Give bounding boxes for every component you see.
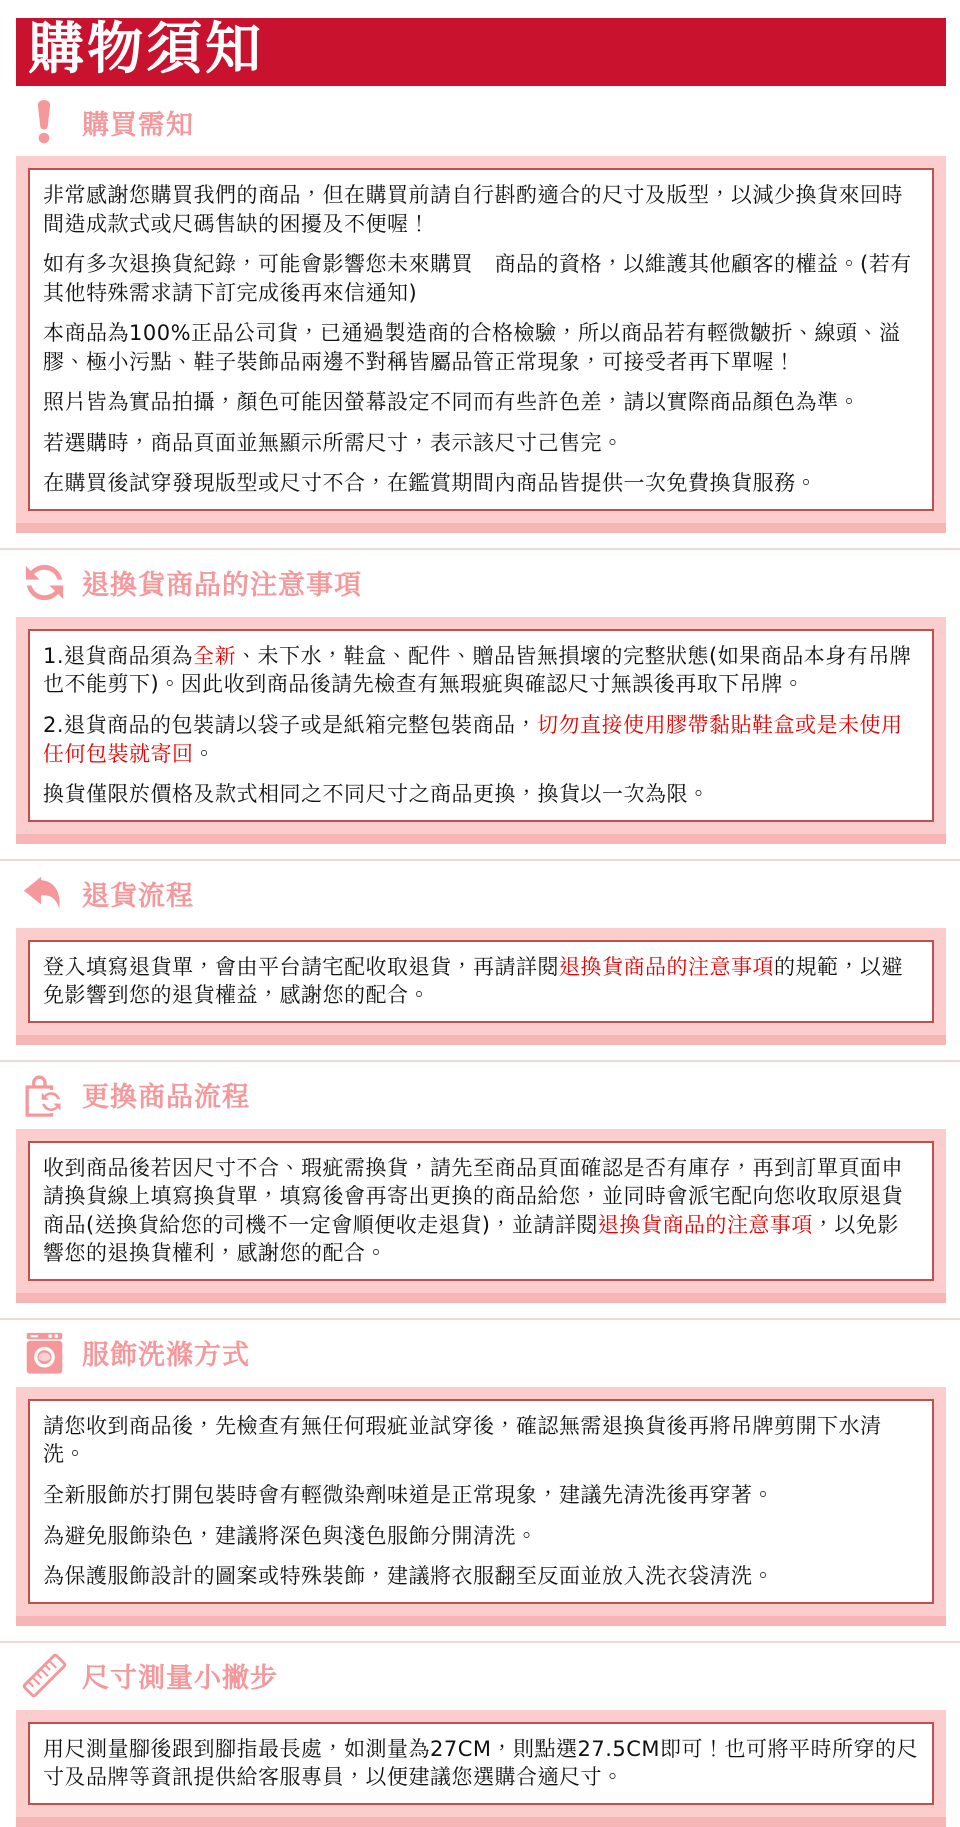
- section-header: [20, 1327, 960, 1379]
- text-run: 換貨僅限於價格及款式相同之不同尺寸之商品更換，換貨以一次為限。: [43, 782, 710, 807]
- text-run: 如有多次退換貨紀錄，可能會影響您未來購買 商品的資格，以維護其他顧客的權益。(若有其他特殊需求請下訂完成後再來信通知): [43, 252, 912, 305]
- highlight-red-text: 退換貨商品的注意事項: [597, 1212, 813, 1237]
- section-divider: [0, 1060, 960, 1062]
- text-run: 為保護服飾設計的圖案或特殊裝飾，建議將衣服翻至反面並放入洗衣袋清洗。: [43, 1564, 774, 1589]
- section-exchange-process: [0, 1060, 960, 1303]
- text-run: 為避免服飾染色，建議將深色與淺色服飾分開清洗。: [43, 1523, 538, 1548]
- highlight-red-text: 全新: [193, 643, 237, 668]
- highlight-red-text: 退換貨商品的注意事項: [559, 954, 774, 979]
- text-run: 在購買後試穿發現版型或尺寸不合，在鑑賞期間內商品皆提供一次免費換貨服務。: [43, 471, 817, 496]
- paragraph: [43, 711, 919, 768]
- text-run: 2.退貨商品的包裝請以袋子或是紙箱完整包裝商品，: [43, 713, 538, 738]
- page-title: 購物須知: [28, 17, 264, 82]
- text-run: 全新服飾於打開包裝時會有輕微染劑味道是正常現象，建議先清洗後再穿著。: [43, 1483, 774, 1508]
- paragraph: [43, 181, 919, 238]
- text-run: 照片皆為實品拍攝，顏色可能因螢幕設定不同而有些許色差，請以實際商品顏色為準。: [43, 390, 860, 415]
- refresh-arrows-icon: [20, 557, 68, 609]
- paragraph: [43, 642, 919, 699]
- highlight-red-text: 切勿直接使用膠帶黏貼鞋盒或是未使用任何包裝就寄回: [43, 713, 903, 766]
- section-text-panel: [28, 168, 934, 511]
- section-content-box: [16, 928, 946, 1045]
- text-run: 請您收到商品後，先檢查有無任何瑕疵並試穿後，確認無需退換貨後再將吊牌剪開下水清洗。: [43, 1413, 882, 1467]
- paragraph: [43, 1522, 919, 1551]
- section-label: 尺寸測量小撇步: [82, 1663, 278, 1695]
- section-text-panel: [28, 1722, 934, 1805]
- section-return-process: [0, 859, 960, 1045]
- text-run: ，以免影響您的退換貨權利，感謝您的配合。: [43, 1212, 899, 1266]
- text-run: 收到商品後若因尺寸不合、瑕疵需換貨，請先至商品頁面確認是否有庫存，再到訂單頁面申請換貨線上填寫換貨單，填寫後會再寄出更換的商品給您，並同時會派宅配向您收取原退貨商品(送換貨給您的司機不一定會順便收走退貨)，並請詳閱: [43, 1155, 903, 1237]
- section-label: 退換貨商品的注意事項: [82, 570, 362, 602]
- paragraph: [43, 1481, 919, 1510]
- text-run: 用尺測量腳後跟到腳指最長處，如測量為27CM，則點選27.5CM即可！也可將平時所穿的尺寸及品牌等資訊提供給客服專員，以便建議您選購合適尺寸。: [43, 1736, 919, 1790]
- section-divider: [0, 859, 960, 861]
- text-run: 。: [193, 741, 215, 766]
- section-divider: [0, 1318, 960, 1320]
- paragraph: [43, 250, 919, 307]
- section-label: 購買需知: [82, 109, 194, 141]
- section-header: [20, 557, 960, 609]
- return-arrow-icon: [20, 868, 68, 920]
- section-header: [20, 868, 960, 920]
- section-text-panel: [28, 940, 934, 1023]
- section-content-box: [16, 1710, 946, 1827]
- paragraph: [43, 1154, 919, 1268]
- section-content-box: [16, 617, 946, 844]
- text-run: 1.退貨商品須為: [43, 643, 194, 668]
- paragraph: [43, 1562, 919, 1591]
- section-divider: [0, 1641, 960, 1643]
- paragraph: [43, 429, 919, 458]
- section-label: 服飾洗滌方式: [82, 1340, 250, 1372]
- section-washing-instructions: [0, 1318, 960, 1626]
- text-run: 登入填寫退貨單，會由平台請宅配收取退貨，再請詳閱: [43, 954, 559, 979]
- bag-exchange-icon: [20, 1069, 68, 1121]
- text-run: 本商品為100%正品公司貨，已通過製造商的合格檢驗，所以商品若有輕微皺折、線頭、溢膠、極小污點、鞋子裝飾品兩邊不對稱皆屬品管正常現象，可接受者再下單喔！: [43, 321, 901, 374]
- paragraph: [43, 1412, 919, 1469]
- section-content-box: [16, 156, 946, 533]
- section-purchase-notice: [0, 96, 960, 533]
- text-run: 的規範，以避免影響到您的退貨權益，感謝您的配合。: [43, 954, 903, 1008]
- section-divider: [0, 548, 960, 550]
- paragraph: [43, 388, 919, 417]
- section-header: [20, 96, 960, 148]
- paragraph: [43, 469, 919, 498]
- text-run: 若選購時，商品頁面並無顯示所需尺寸，表示該尺寸己售完。: [43, 430, 624, 455]
- section-text-panel: [28, 1141, 934, 1281]
- paragraph: [43, 1735, 919, 1792]
- ruler-icon: [20, 1650, 68, 1702]
- paragraph: [43, 319, 919, 376]
- section-content-box: [16, 1387, 946, 1626]
- section-text-panel: [28, 629, 934, 822]
- section-label: 更換商品流程: [82, 1082, 250, 1114]
- page-title-bar: [16, 18, 946, 86]
- section-header: [20, 1069, 960, 1121]
- notice-sections: [0, 96, 960, 1827]
- section-header: [20, 1650, 960, 1702]
- section-label: 退貨流程: [82, 881, 194, 913]
- section-size-measuring-tips: [0, 1641, 960, 1827]
- section-text-panel: [28, 1399, 934, 1604]
- text-run: 非常感謝您購買我們的商品，但在購買前請自行斟酌適合的尺寸及版型，以減少換貨來回時間造成款式或尺碼售缺的困擾及不便喔！: [43, 183, 903, 236]
- exclamation-icon: [20, 96, 68, 148]
- section-return-exchange-notes: [0, 548, 960, 844]
- washing-machine-icon: [20, 1327, 68, 1379]
- paragraph: [43, 780, 919, 809]
- section-content-box: [16, 1129, 946, 1303]
- text-run: 、未下水，鞋盒、配件、贈品皆無損壞的完整狀態(如果商品本身有吊牌也不能剪下)。因此收到商品後請先檢查有無瑕疵與確認尺寸無誤後再取下吊牌。: [43, 643, 912, 697]
- paragraph: [43, 953, 919, 1010]
